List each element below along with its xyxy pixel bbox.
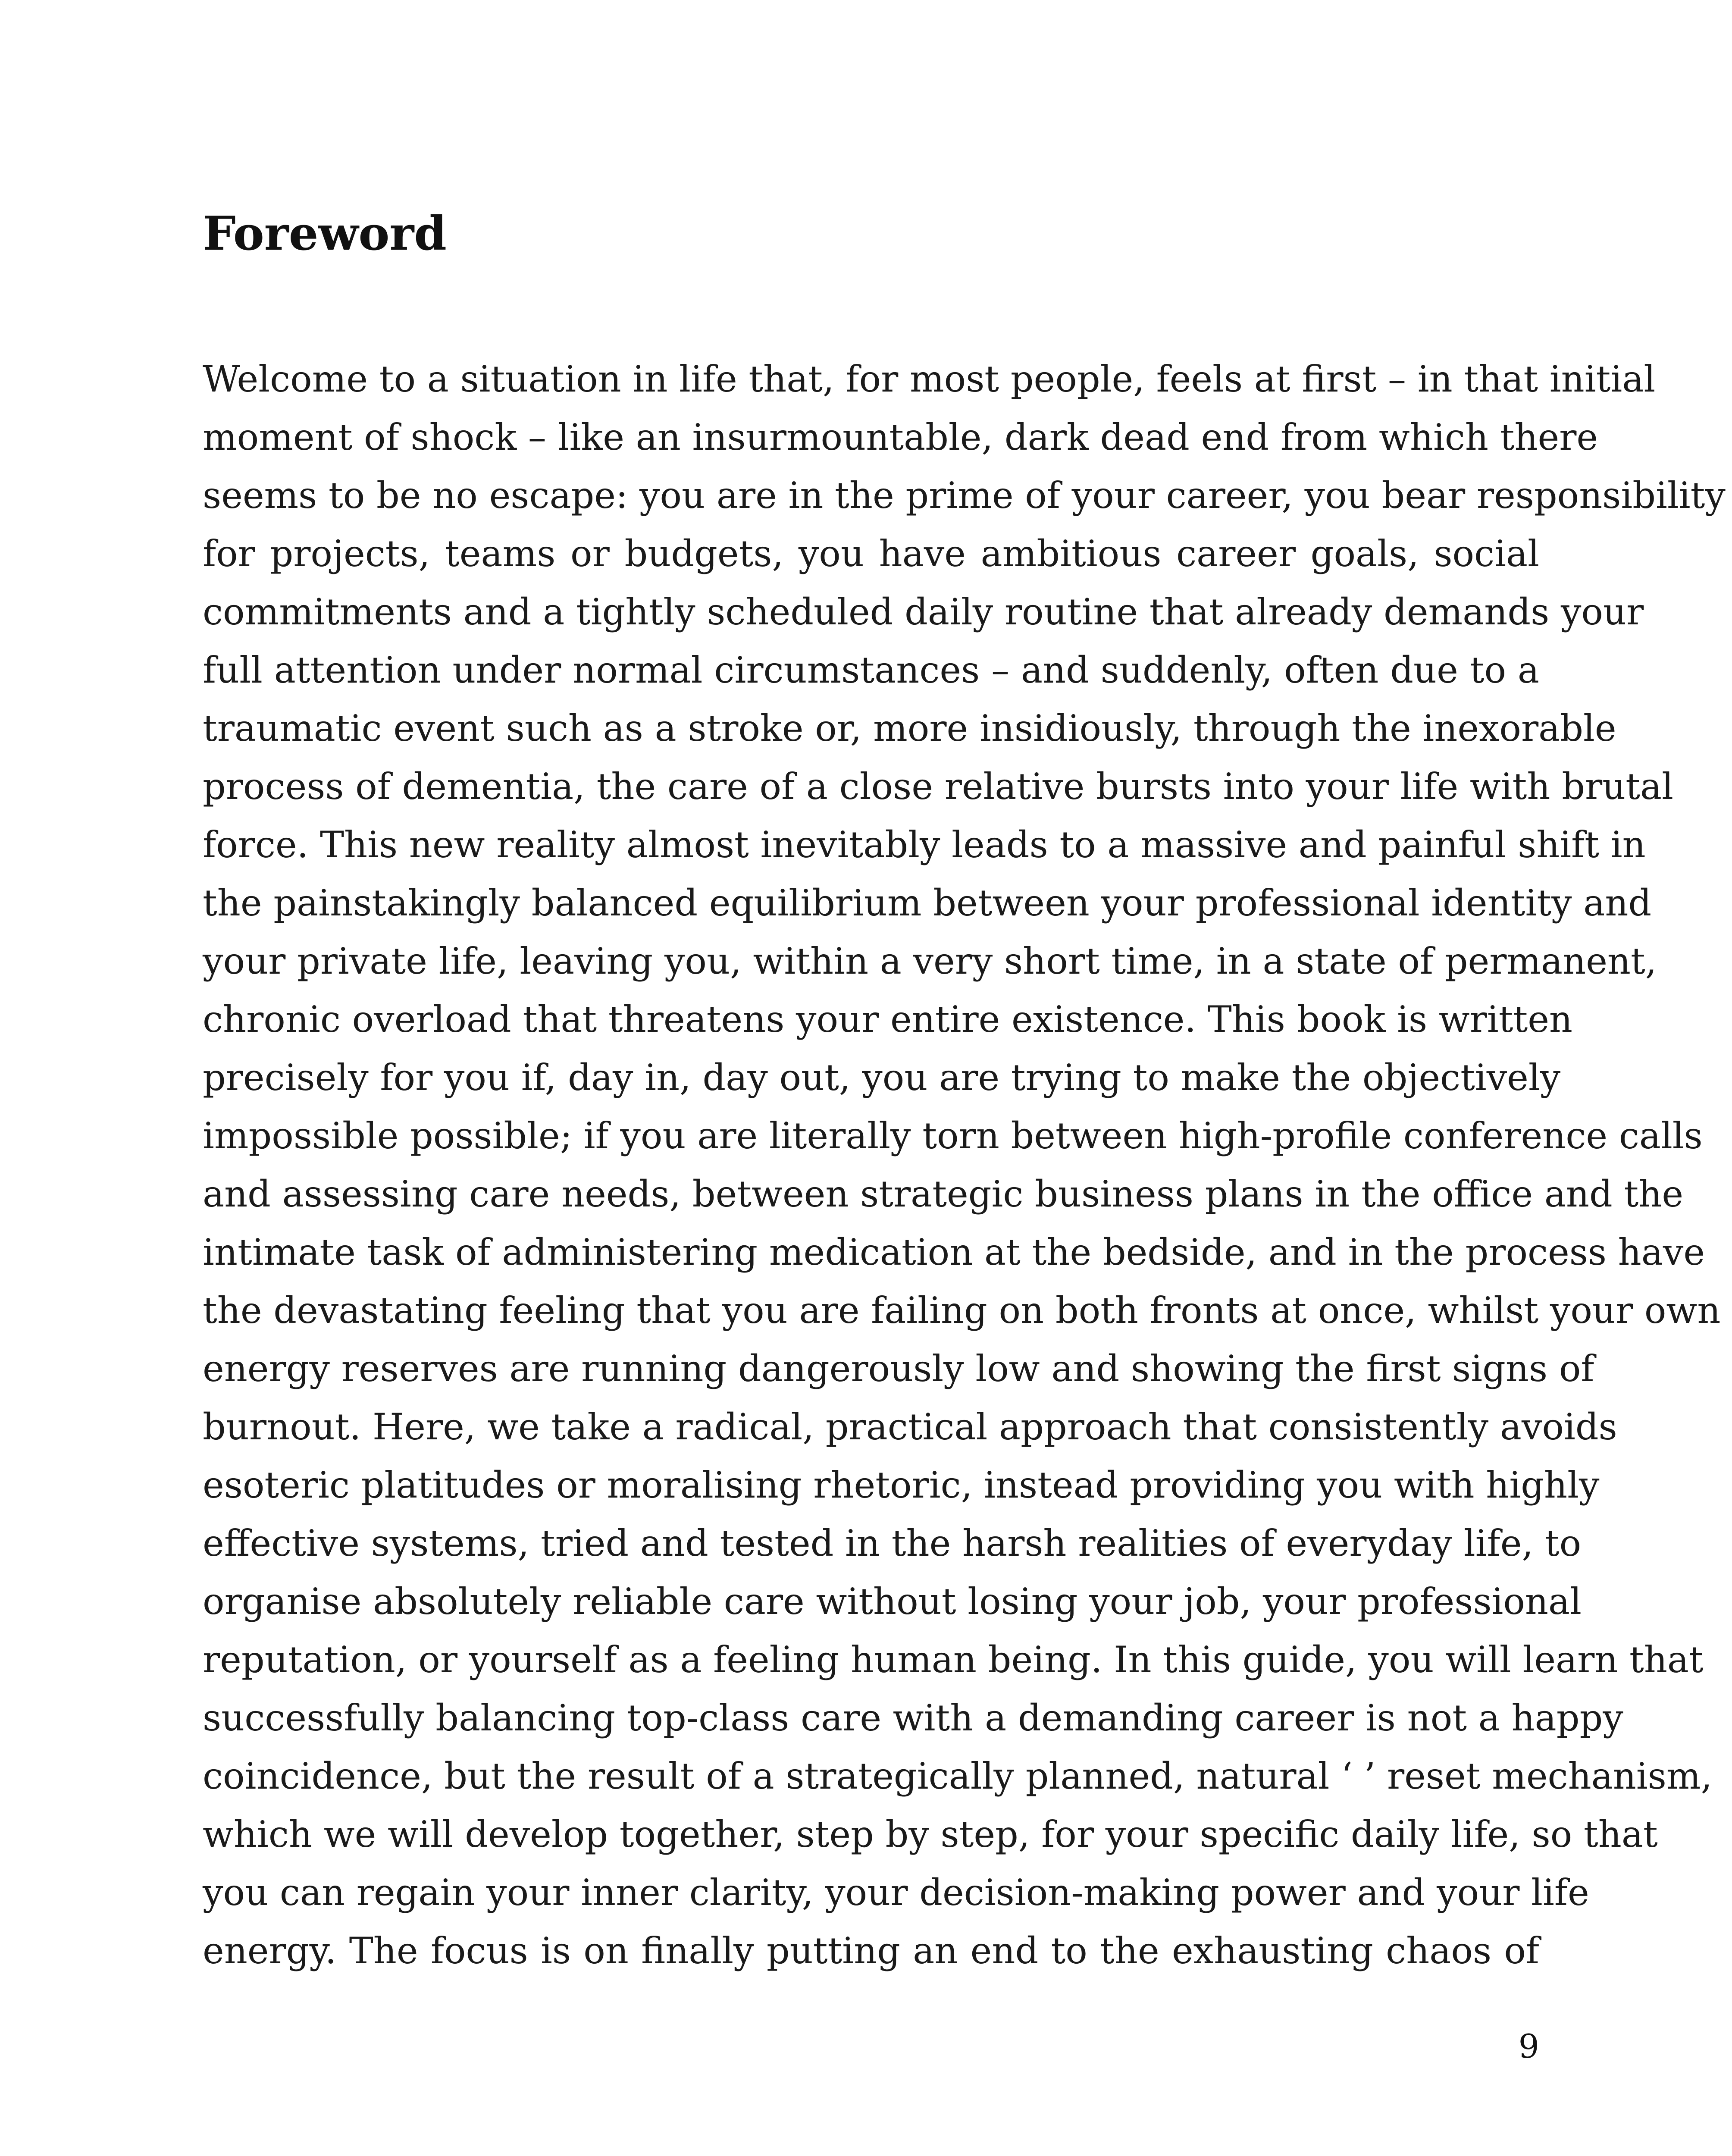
paragraph-line: commitments and a tightly scheduled daily routine that already demands your — [203, 591, 1644, 633]
paragraph-line: process of dementia, the care of a close relative bursts into your life with brutal — [203, 765, 1673, 808]
paragraph-line: energy reserves are running dangerously low and showing the first signs of — [203, 1348, 1594, 1390]
paragraph-line: organise absolutely reliable care without losing your job, your professional — [203, 1580, 1582, 1623]
paragraph-line: the devastating feeling that you are failing on both fronts at once, whilst your own — [203, 1289, 1721, 1332]
paragraph-line: which we will develop together, step by step, for your specific daily life, so that — [203, 1813, 1658, 1855]
paragraph-line: reputation, or yourself as a feeling human being. In this guide, you will learn that — [203, 1639, 1704, 1681]
paragraph-line: Welcome to a situation in life that, for most people, feels at first – in that initial — [203, 358, 1656, 400]
paragraph-line: the painstakingly balanced equilibrium between your professional identity and — [203, 882, 1652, 924]
chapter-heading: Foreword — [203, 207, 447, 261]
paragraph-line: intimate task of administering medication at the bedside, and in the process have — [203, 1231, 1705, 1273]
paragraph-line: effective systems, tried and tested in the harsh realities of everyday life, to — [203, 1522, 1582, 1564]
paragraph-line: you can regain your inner clarity, your decision-making power and your life — [203, 1871, 1589, 1914]
paragraph-line: and assessing care needs, between strategic business plans in the office and the — [203, 1173, 1684, 1215]
paragraph-line: energy. The focus is on finally putting an end to the exhausting chaos of — [203, 1930, 1539, 1972]
paragraph-line: esoteric platitudes or moralising rhetoric, instead providing you with highly — [203, 1464, 1600, 1506]
paragraph-line: for projects, teams or budgets, you have ambitious career goals, social — [203, 533, 1539, 575]
paragraph-line: impossible possible; if you are literally torn between high-profile conference calls — [203, 1115, 1703, 1157]
paragraph-line: traumatic event such as a stroke or, more insidiously, through the inexorable — [203, 707, 1616, 749]
paragraph-line: coincidence, but the result of a strategically planned, natural ‘ ’ reset mechanism, — [203, 1755, 1713, 1797]
paragraph-line: seems to be no escape: you are in the prime of your career, you bear responsibility — [203, 474, 1726, 517]
paragraph-line: full attention under normal circumstances – and suddenly, often due to a — [203, 649, 1539, 691]
paragraph-line: moment of shock – like an insurmountable, dark dead end from which there — [203, 416, 1598, 458]
page-number: 9 — [1518, 2027, 1539, 2065]
paragraph-line: precisely for you if, day in, day out, you are trying to make the objectively — [203, 1056, 1561, 1099]
paragraph-line: successfully balancing top-class care with a demanding career is not a happy — [203, 1697, 1623, 1739]
paragraph-line: burnout. Here, we take a radical, practical approach that consistently avoids — [203, 1406, 1617, 1448]
paragraph-line: force. This new reality almost inevitably leads to a massive and painful shift in — [203, 824, 1646, 866]
paragraph-line: your private life, leaving you, within a very short time, in a state of permanent, — [203, 940, 1657, 982]
body-paragraph — [203, 350, 1726, 1980]
paragraph-line: chronic overload that threatens your entire existence. This book is written — [203, 998, 1573, 1040]
